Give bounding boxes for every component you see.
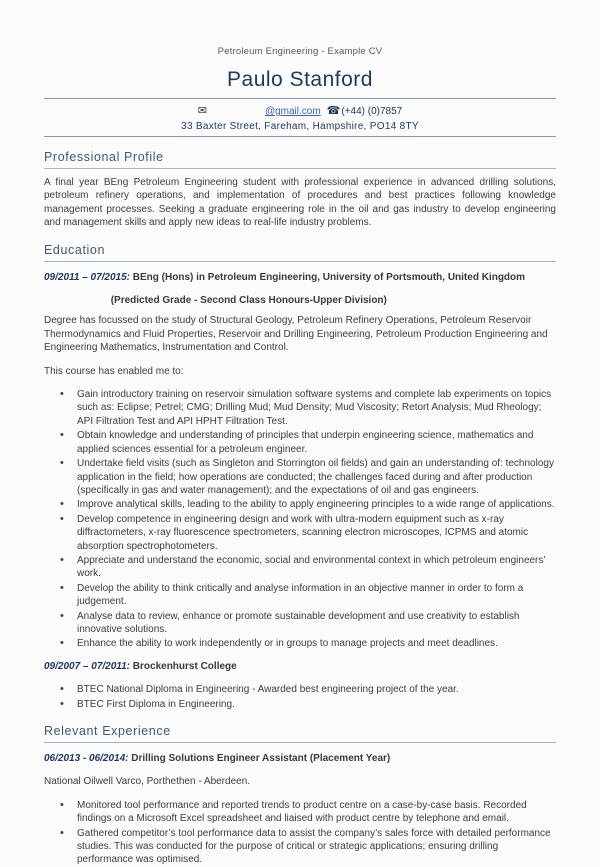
list-item: • Obtain knowledge and understanding of principles that underpin engineering science, mathematics and applied sciences essential for a petroleum engineer. — [60, 429, 556, 456]
education-entry1-date: 09/2011 – 07/2015: — [44, 271, 131, 283]
list-item: • Gain introductory training on reservoir simulation software systems and complete lab experiments on topics such as: Eclipse; Petrel; CMG; Drilling Mud; Mud Density; Mud Viscosity; Retort Analysis; Mud Rheology; API Filtration Test and API HPHT Filtration Test. — [60, 388, 556, 428]
section-heading-relevant-experience: Relevant Experience — [44, 724, 556, 743]
document-label: Petroleum Engineering - Example CV — [217, 46, 383, 57]
education-entry1-grade: (Predicted Grade - Second Class Honours-Upper Division) — [110, 295, 387, 307]
experience-entry-title: Drilling Solutions Engineer Assistant (Placement Year) — [128, 753, 391, 764]
candidate-name: Paulo Stanford — [227, 68, 373, 91]
email-link[interactable]: @gmail.com — [264, 106, 321, 117]
envelope-icon: ✉ — [197, 105, 207, 117]
list-item: • Gathered competitor’s tool performance data to assist the company’s sales force with detailed performance studies. This was conducted for the purpose of critical or strategic applications; ensuring drilling performance was optimised. — [60, 827, 556, 867]
experience-entry-heading — [44, 752, 556, 765]
list-item: • BTEC First Diploma in Engineering. — [60, 698, 556, 711]
education-entry2-heading — [44, 660, 556, 673]
list-item: • Develop competence in engineering design and work with ultra-modern equipment such as x-ray diffractometers, x-ray fluorescence spectrometers, scanning electron microscopes, ICPMS and atomic absorption spectrophotometers. — [60, 513, 556, 553]
list-item: • Improve analytical skills, leading to the ability to apply engineering principles to a wide range of applications. — [60, 498, 556, 511]
experience-bullet-list — [60, 799, 556, 867]
education-entry2-title: Brockenhurst College — [130, 660, 237, 672]
profile-paragraph: A final year BEng Petroleum Engineering student with professional experience in advanced drilling solutions, petroleum refinery operations, and implementation of procedures and best practices following knowledge management processes. Seeking a graduate engineering role in the oil and gas industry to develop engineering and management skills and apply new ideas to real-life industry problems. — [44, 177, 556, 229]
list-item: • Undertake field visits (such as Singleton and Storrington oil fields) and gain an understanding of: technology application in the field; how operations are conducted; the challenges faced during and after production (specifically in gas and water management); and the expectations of oil and gas engineers. — [60, 457, 556, 497]
section-heading-education: Education — [44, 243, 556, 262]
experience-entry-company: National Oilwell Varco, Porthethen - Aberdeen. — [44, 776, 251, 788]
phone-number: (+44) (0)7857 — [341, 106, 403, 117]
list-item: • Analyse data to review, enhance or promote sustainable development and use creativity to establish innovative solutions. — [60, 610, 556, 637]
contact-line — [44, 105, 556, 118]
list-item: • Enhance the ability to work independently or in groups to manage projects and meet deadlines. — [60, 637, 556, 650]
education-entry2-bullet-list — [60, 683, 556, 711]
phone-icon: ☎ — [326, 105, 341, 117]
section-heading-professional-profile: Professional Profile — [44, 150, 556, 169]
education-entry1-title: BEng (Hons) in Petroleum Engineering, University of Portsmouth, United Kingdom — [130, 271, 526, 283]
education-entry1-lead: This course has enabled me to: — [44, 365, 184, 377]
experience-entry-date: 06/2013 - 06/2014: — [44, 753, 129, 764]
list-item: • Develop the ability to think critically and analyse information in an objective manner in order to form a judgement. — [60, 582, 556, 609]
title-divider — [44, 98, 556, 99]
education-entry1-description: Degree has focussed on the study of Structural Geology, Petroleum Refinery Operations, Petroleum Reservoir Thermodynamics and Fluid Properties, Reservoir and Drilling Engineering, Petroleum Production Engineering and Engineering Mathematics, Instrumentation and Control. — [44, 315, 548, 354]
address-divider — [44, 136, 556, 137]
address-line: 33 Baxter Street, Fareham, Hampshire, PO14 8TY — [181, 121, 419, 132]
education-bullet-list — [60, 388, 556, 651]
education-entry1-heading — [44, 271, 556, 284]
education-entry2-date: 09/2007 – 07/2011: — [44, 660, 131, 672]
list-item: • BTEC National Diploma in Engineering - Awarded best engineering project of the year. — [60, 683, 556, 696]
list-item: • Appreciate and understand the economic, social and environmental context in which petroleum engineers’ work. — [60, 554, 556, 581]
list-item: • Monitored tool performance and reported trends to product centre on a case-by-case basis. Recorded findings on a Microsoft Excel spreadsheet and liaised with product centre by telephone and email. — [60, 799, 556, 826]
